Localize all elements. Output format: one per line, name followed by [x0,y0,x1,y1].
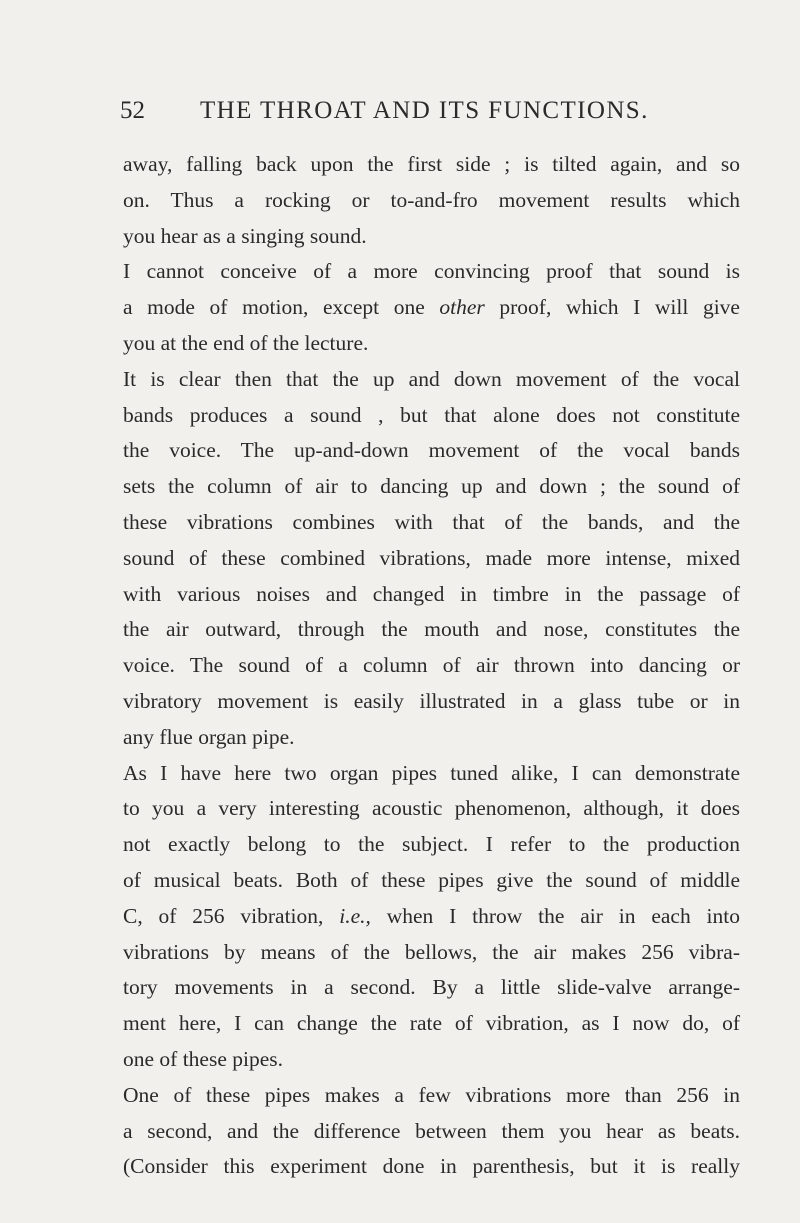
text-line: with various noises and changed in timbre in the passage of [123,581,740,606]
text-line: It is clear then that the up and down movement of the vocal [123,366,740,391]
text-span: C, of 256 vibration, [123,903,340,928]
text-line: any flue organ pipe. [123,724,295,749]
text-line: (Consider this experiment done in parenthesis, but it is really [123,1154,740,1179]
page-number: 52 [120,97,145,124]
text-line: to you a very interesting acoustic phenomenon, although, it does [123,796,740,821]
text-line: ment here, I can change the rate of vibration, as I now do, of [123,1011,740,1036]
text-line: you hear as a singing sound. [123,223,367,248]
text-line: you at the end of the lecture. [123,330,369,355]
running-title: THE THROAT AND ITS FUNCTIONS. [200,97,649,124]
text-line-with-italic [123,899,740,935]
text-line: As I have here two organ pipes tuned alike, I can demonstrate [123,760,740,785]
text-line: a second, and the difference between them you hear as beats. [123,1118,740,1143]
text-line: bands produces a sound , but that alone does not constitute [123,402,740,427]
text-line: voice. The sound of a column of air thrown into dancing or [123,653,740,678]
text-line: the air outward, through the mouth and nose, constitutes the [123,617,740,642]
text-line: one of these pipes. [123,1046,284,1071]
text-line: of musical beats. Both of these pipes give the sound of middle [123,867,740,892]
italic-word: other [439,295,485,320]
body-text [123,147,740,1185]
text-line-with-italic [123,290,740,326]
text-span: when I throw the air in each into [370,903,740,928]
text-line: not exactly belong to the subject. I refer to the production [123,832,740,857]
text-line: sound of these combined vibrations, made more intense, mixed [123,545,740,570]
text-line: I cannot conceive of a more convincing proof that sound is [123,259,740,284]
text-line: vibratory movement is easily illustrated in a glass tube or in [123,688,740,713]
text-line: away, falling back upon the first side ; is tilted again, and so [123,152,740,176]
text-span: a mode of motion, except one [123,295,440,320]
text-line: on. Thus a rocking or to-and-fro movement results which [123,187,740,212]
italic-word: i.e., [339,903,371,928]
text-line: the voice. The up-and-down movement of the vocal bands [123,438,740,463]
text-span: proof, which I will give [484,295,740,320]
text-line: these vibrations combines with that of the bands, and the [123,509,740,534]
text-line: tory movements in a second. By a little slide-valve arrange- [123,975,740,1000]
text-line: vibrations by means of the bellows, the air makes 256 vibra- [123,939,740,964]
text-line: One of these pipes makes a few vibrations more than 256 in [123,1082,740,1107]
text-line: sets the column of air to dancing up and down ; the sound of [123,474,740,499]
page-header [120,96,740,126]
